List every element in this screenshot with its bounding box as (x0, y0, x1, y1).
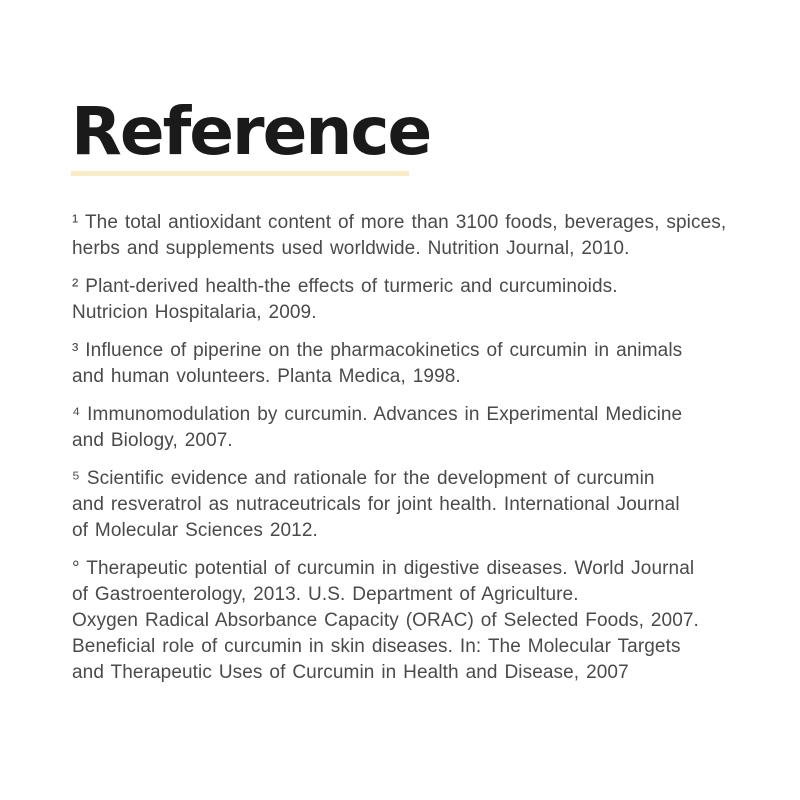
reference-6-line-1: ° Therapeutic potential of curcumin in digestive diseases. World Journal (72, 558, 695, 579)
reference-3-line-2: and human volunteers. Planta Medica, 1998. (72, 366, 461, 387)
reference-2-line-2: Nutricion Hospitalaria, 2009. (72, 302, 317, 323)
reference-3-line-1: ³ Influence of piperine on the pharmacokinetics of curcumin in animals (72, 340, 683, 361)
title-underline-accent (71, 171, 409, 176)
reference-6-line-2: of Gastroenterology, 2013. U.S. Department of Agriculture. (72, 584, 579, 605)
reference-1-line-2: herbs and supplements used worldwide. Nutrition Journal, 2010. (72, 238, 630, 259)
page-title: Reference (71, 93, 431, 170)
reference-6-line-3: Oxygen Radical Absorbance Capacity (ORAC) of Selected Foods, 2007. (72, 610, 699, 631)
reference-1-line-1: ¹ The total antioxidant content of more than 3100 foods, beverages, spices, (72, 212, 727, 233)
reference-5-line-1: ⁵ Scientific evidence and rationale for the development of curcumin (72, 468, 655, 489)
reference-item-2 (72, 274, 778, 326)
reference-item-6 (72, 556, 778, 686)
title-block (71, 93, 431, 176)
reference-6-line-4: Beneficial role of curcumin in skin diseases. In: The Molecular Targets (72, 636, 681, 657)
reference-4-line-1: ⁴ Immunomodulation by curcumin. Advances in Experimental Medicine (72, 404, 683, 425)
reference-5-line-3: of Molecular Sciences 2012. (72, 520, 318, 541)
reference-6-line-5: and Therapeutic Uses of Curcumin in Health and Disease, 2007 (72, 662, 629, 683)
reference-list (72, 210, 778, 698)
reference-5-line-2: and resveratrol as nutraceutricals for joint health. International Journal (72, 494, 680, 515)
reference-item-5 (72, 466, 778, 544)
reference-item-3 (72, 338, 778, 390)
reference-4-line-2: and Biology, 2007. (72, 430, 233, 451)
reference-item-4 (72, 402, 778, 454)
reference-item-1 (72, 210, 778, 262)
reference-2-line-1: ² Plant-derived health-the effects of turmeric and curcuminoids. (72, 276, 618, 297)
